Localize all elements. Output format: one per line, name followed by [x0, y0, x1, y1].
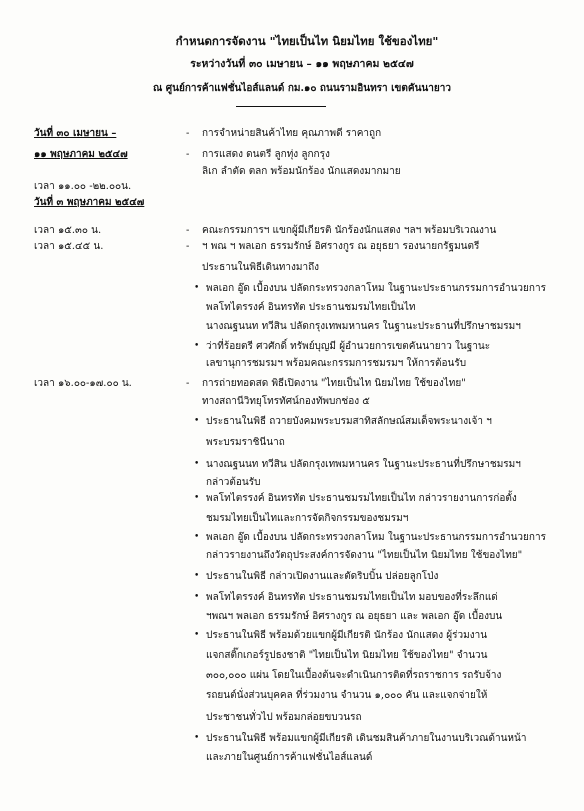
schedule-item: ประธานในพิธี ถวายบังคมพระบรมสาทิสลักษณ์สมเด็จพระนางเจ้า ฯ: [206, 416, 492, 427]
bullet-icon: •: [194, 571, 200, 581]
schedule-item: การแสดง ดนตรี ลูกทุ่ง ลูกกรุง: [202, 149, 330, 160]
schedule-item: การจำหน่ายสินค้าไทย คุณภาพดี ราคาถูก: [202, 128, 382, 139]
date-label-2: ๑๑ พฤษภาคม ๒๕๔๗: [34, 149, 128, 160]
bullet-icon: •: [194, 532, 200, 542]
time-label: เวลา ๑๖.๐๐-๑๗.๐๐ น.: [34, 378, 132, 389]
schedule-item: และภายในศูนย์การค้าแฟชั่นไอส์แลนด์: [206, 752, 373, 763]
date-range: ระหว่างวันที่ ๓๐ เมษายน – ๑๑ พฤษภาคม ๒๕๔๗: [190, 58, 414, 70]
bullet-icon: •: [194, 416, 200, 426]
schedule-item: พลโทไตรรงค์ อินทรทัต ประธานชมรมไทยเป็นไท: [206, 302, 416, 313]
schedule-item: ประธานในพิธี พร้อมด้วยแขกผู้มีเกียรติ นักร้อง นักแสดง ผู้ร่วมงาน: [206, 630, 488, 641]
bullet-icon: •: [194, 459, 200, 469]
divider: [236, 106, 326, 107]
schedule-item: พลเอก อู๊ด เบื้องบน ปลัดกระทรวงกลาโหม ในฐานะประธานกรรมการอำนวยการ: [206, 283, 546, 294]
bullet-icon: •: [194, 341, 200, 351]
bullet-icon: •: [194, 630, 200, 640]
venue: ณ ศูนย์การค้าแฟชั่นไอส์แลนด์ กม.๑๐ ถนนรามอินทรา เขตคันนายาว: [153, 83, 451, 94]
schedule-item: นางณฐนนท ทวีสิน ปลัดกรุงเทพมหานคร ในฐานะประธานที่ปรึกษาชมรมฯ: [206, 321, 521, 332]
schedule-item: กล่าวต้อนรับ: [206, 477, 261, 488]
schedule-item: ประธานในพิธี พร้อมแขกผู้มีเกียรติ เดินชมสินค้าภายในงานบริเวณด้านหน้า: [206, 733, 527, 744]
time-label: เวลา ๑๑.๐๐ -๒๒.๐๐น.: [34, 181, 132, 192]
bullet-icon: •: [194, 592, 200, 602]
schedule-item: นางณฐนนท ทวีสิน ปลัดกรุงเทพมหานคร ในฐานะประธานที่ปรึกษาชมรมฯ: [206, 459, 521, 470]
schedule-item: ชมรมไทยเป็นไทและการจัดกิจกรรมของชมรมฯ: [206, 513, 409, 524]
schedule-item: เลขานุการชมรมฯ พร้อมคณะกรรมการชมรมฯ ให้การต้อนรับ: [206, 358, 467, 369]
dash-marker: -: [186, 225, 190, 236]
schedule-item: ประธานในพิธี กล่าวเปิดงานและตัดริบบิ้น ปล่อยลูกโป่ง: [206, 571, 439, 582]
schedule-item: พลโทไตรรงค์ อินทรทัต ประธานชมรมไทยเป็นไท กล่าวรายงานการก่อตั้ง: [206, 493, 517, 504]
time-label: เวลา ๑๕.๓๐ น.: [34, 225, 102, 236]
schedule-item: แจกสติ๊กเกอร์รูปธงชาติ "ไทยเป็นไท นิยมไทย ใช้ของไทย" จำนวน: [206, 650, 488, 661]
schedule-item: พระบรมราชินีนาถ: [206, 437, 285, 448]
bullet-icon: •: [194, 283, 200, 293]
dash-marker: -: [186, 128, 190, 139]
schedule-item: ประชาชนทั่วไป พร้อมกล่อยขบวนรถ: [206, 712, 362, 723]
schedule-item: กล่าวรายงานถึงวัตถุประสงค์การจัดงาน "ไทยเป็นไท นิยมไทย ใช้ของไทย": [206, 550, 523, 561]
schedule-item: พลโทไตรรงค์ อินทรทัต ประธานชมรมไทยเป็นไท มอบของที่ระลึกแด่: [206, 592, 498, 603]
schedule-item: ลิเก ลำตัด ตลก พร้อมนักร้อง นักแสดงมากมาย: [202, 166, 401, 177]
schedule-item: ฯ พณ ฯ พลเอก ธรรมรักษ์ อิศรางกูร ณ อยุธยา รองนายกรัฐมนตรี: [202, 241, 480, 252]
schedule-item: ฯพณฯ พลเอก ธรรมรักษ์ อิศรางกูร ณ อยุธยา และ พลเอก อู๊ด เบื้องบน: [206, 611, 503, 622]
dash-marker: -: [186, 378, 190, 389]
bullet-icon: •: [194, 493, 200, 503]
bullet-icon: •: [194, 733, 200, 743]
schedule-item: การถ่ายทอดสด พิธีเปิดงาน "ไทยเป็นไท นิยมไทย ใช้ของไทย": [202, 378, 466, 389]
schedule-item: ทางสถานีวิทยุโทรทัศน์กองทัพบกช่อง ๕: [202, 396, 370, 407]
schedule-item: รถยนต์นั่งส่วนบุคคล ที่ร่วมงาน จำนวน ๑,๐๐๐ คัน และแจกจ่ายให้: [206, 690, 488, 701]
schedule-item: ๓๐๐,๐๐๐ แผ่น โดยในเบื้องต้นจะดำเนินการติดที่รถราชการ รถรับจ้าง: [206, 670, 502, 681]
time-label: เวลา ๑๕.๔๕ น.: [34, 241, 104, 252]
schedule-item: พลเอก อู๊ด เบื้องบน ปลัดกระทรวงกลาโหม ในฐานะประธานกรรมการอำนวยการ: [206, 532, 546, 543]
schedule-item: ว่าที่ร้อยตรี ศวศักดิ์ ทรัพย์บุญมี ผู้อำนวยการเขตคันนายาว ในฐานะ: [206, 341, 491, 352]
dash-marker: -: [186, 241, 190, 252]
date-label-3: วันที่ ๓ พฤษภาคม ๒๕๔๗: [34, 197, 145, 208]
schedule-item: คณะกรรมการฯ แขกผู้มีเกียรติ นักร้องนักแสดง ฯลฯ พร้อมบริเวณงาน: [202, 225, 497, 236]
schedule-item: ประธานในพิธีเดินทางมาถึง: [202, 262, 320, 273]
dash-marker: -: [186, 149, 190, 160]
date-label-1: วันที่ ๓๐ เมษายน –: [34, 128, 117, 139]
document-title: กำหนดการจัดงาน "ไทยเป็นไท นิยมไทย ใช้ของไทย": [175, 34, 439, 48]
